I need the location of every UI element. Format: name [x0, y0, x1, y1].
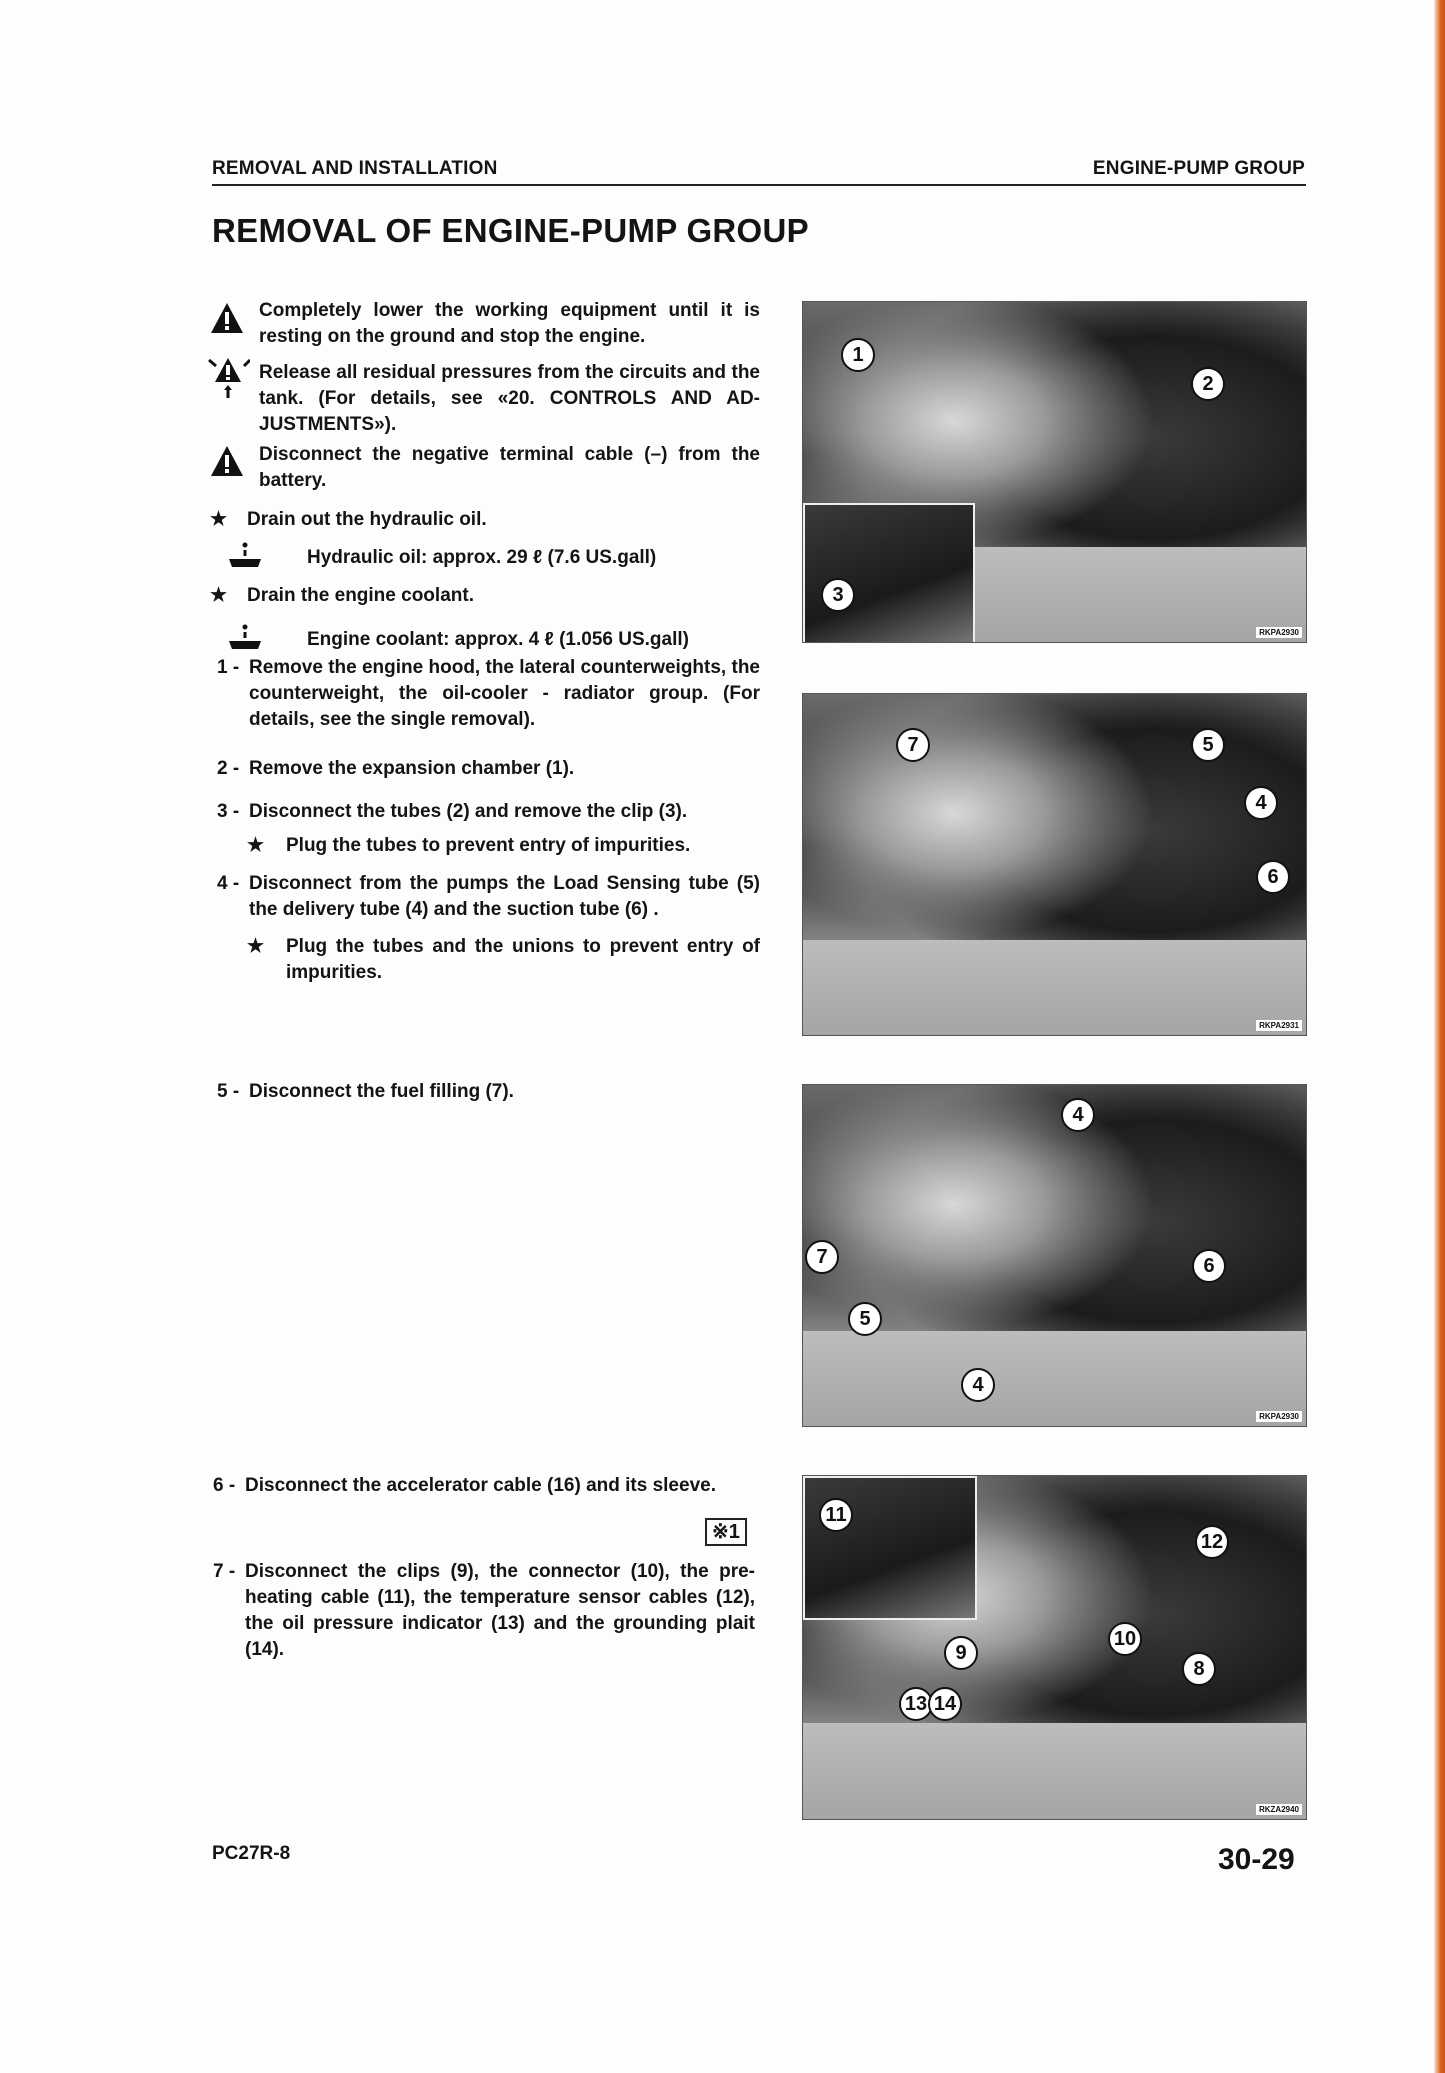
footer-model: PC27R-8 [212, 1843, 291, 1864]
step-text: Remove the expansion chamber (1). [249, 758, 575, 779]
callout: 7 [896, 728, 930, 762]
photo-expansion-chamber [802, 301, 1307, 643]
step-text: Disconnect from the pumps the Load Sensing tube (5) the delivery tube (4) and the suction tube (6) . [249, 873, 760, 920]
star-icon: ★ [247, 936, 265, 957]
step-number: 5 - [217, 1081, 240, 1102]
callout: 3 [821, 578, 855, 612]
step-text: Disconnect the tubes (2) and remove the clip (3). [249, 801, 688, 822]
callout: 14 [928, 1687, 962, 1721]
step-number: 2 - [217, 758, 240, 779]
header-section: REMOVAL AND INSTALLATION [212, 158, 498, 179]
header-group: ENGINE-PUMP GROUP [1092, 158, 1305, 179]
step-number: 4 - [217, 873, 240, 894]
callout: 5 [1191, 728, 1225, 762]
photo-code: RKZA2940 [1256, 1804, 1302, 1815]
photo-region [803, 1331, 1306, 1426]
step-note: Plug the tubes and the unions to prevent entry of impurities. [286, 936, 760, 983]
photo-code: RKPA2930 [1256, 627, 1302, 638]
step-number: 3 - [217, 801, 240, 822]
star-icon: ★ [247, 835, 265, 856]
warning-triangle-icon [209, 443, 245, 479]
pressure-release-icon [206, 354, 250, 398]
callout: 4 [1061, 1098, 1095, 1132]
callout: 8 [1182, 1652, 1216, 1686]
callout: 1 [841, 338, 875, 372]
star-icon: ★ [210, 585, 228, 606]
step-number: 7 - [213, 1561, 236, 1582]
callout: 11 [819, 1498, 853, 1532]
step-text: Disconnect the fuel filling (7). [249, 1081, 514, 1102]
oil-capacity-icon [228, 541, 262, 569]
callout: 12 [1195, 1525, 1229, 1559]
step-text: Disconnect the accelerator cable (16) and its sleeve. [245, 1475, 716, 1496]
star-icon: ★ [210, 509, 228, 530]
photo-fuel-filling [802, 1084, 1307, 1427]
step-note: Plug the tubes to prevent entry of impurities. [286, 835, 691, 856]
photo-pump-tubes [802, 693, 1307, 1036]
step-number: 6 - [213, 1475, 236, 1496]
warning-text: Disconnect the negative terminal cable (–) from the battery. [259, 444, 760, 491]
callout: 4 [1244, 786, 1278, 820]
photo-inset [803, 503, 975, 643]
callout: 4 [961, 1368, 995, 1402]
photo-engine-wiring [802, 1475, 1307, 1820]
page-edge [1434, 0, 1445, 2073]
page-number: 30-29 [1218, 1843, 1295, 1876]
header-rule [212, 184, 1306, 186]
callout: 6 [1256, 860, 1290, 894]
oil-capacity-icon [228, 623, 262, 651]
capacity-text: Engine coolant: approx. 4 ℓ (1.056 US.gall) [307, 629, 689, 650]
callout: 9 [944, 1636, 978, 1670]
callout: 7 [805, 1240, 839, 1274]
warning-text: Release all residual pressures from the circuits and the tank. (For details, see «20. CONTROLS AND AD-JUSTMENTS»). [259, 362, 760, 435]
photo-inset [803, 1476, 977, 1620]
photo-region [803, 1723, 1306, 1819]
step-text: Remove the engine hood, the lateral counterweights, the counterweight, the oil-cooler - radiator group. (For details, see the single removal). [249, 657, 760, 730]
callout: 6 [1192, 1249, 1226, 1283]
photo-region [803, 940, 1306, 1035]
note-text: Drain out the hydraulic oil. [247, 509, 487, 530]
callout: 10 [1108, 1622, 1142, 1656]
step-text: Disconnect the clips (9), the connector (10), the pre-heating cable (11), the temperature sensor cables (12), the oil pressure indicator (13) and the grounding plait (14). [245, 1561, 755, 1660]
callout: 13 [899, 1687, 933, 1721]
callout: 2 [1191, 367, 1225, 401]
step-number: 1 - [217, 657, 240, 678]
photo-code: RKPA2930 [1256, 1411, 1302, 1422]
note-text: Drain the engine coolant. [247, 585, 474, 606]
warning-triangle-icon [209, 300, 245, 336]
reference-box: ※1 [705, 1518, 747, 1546]
capacity-text: Hydraulic oil: approx. 29 ℓ (7.6 US.gall) [307, 547, 657, 568]
callout: 5 [848, 1302, 882, 1336]
photo-code: RKPA2931 [1256, 1020, 1302, 1031]
warning-text: Completely lower the working equipment until it is resting on the ground and stop the engine. [259, 300, 760, 347]
page-title: REMOVAL OF ENGINE-PUMP GROUP [212, 212, 809, 249]
